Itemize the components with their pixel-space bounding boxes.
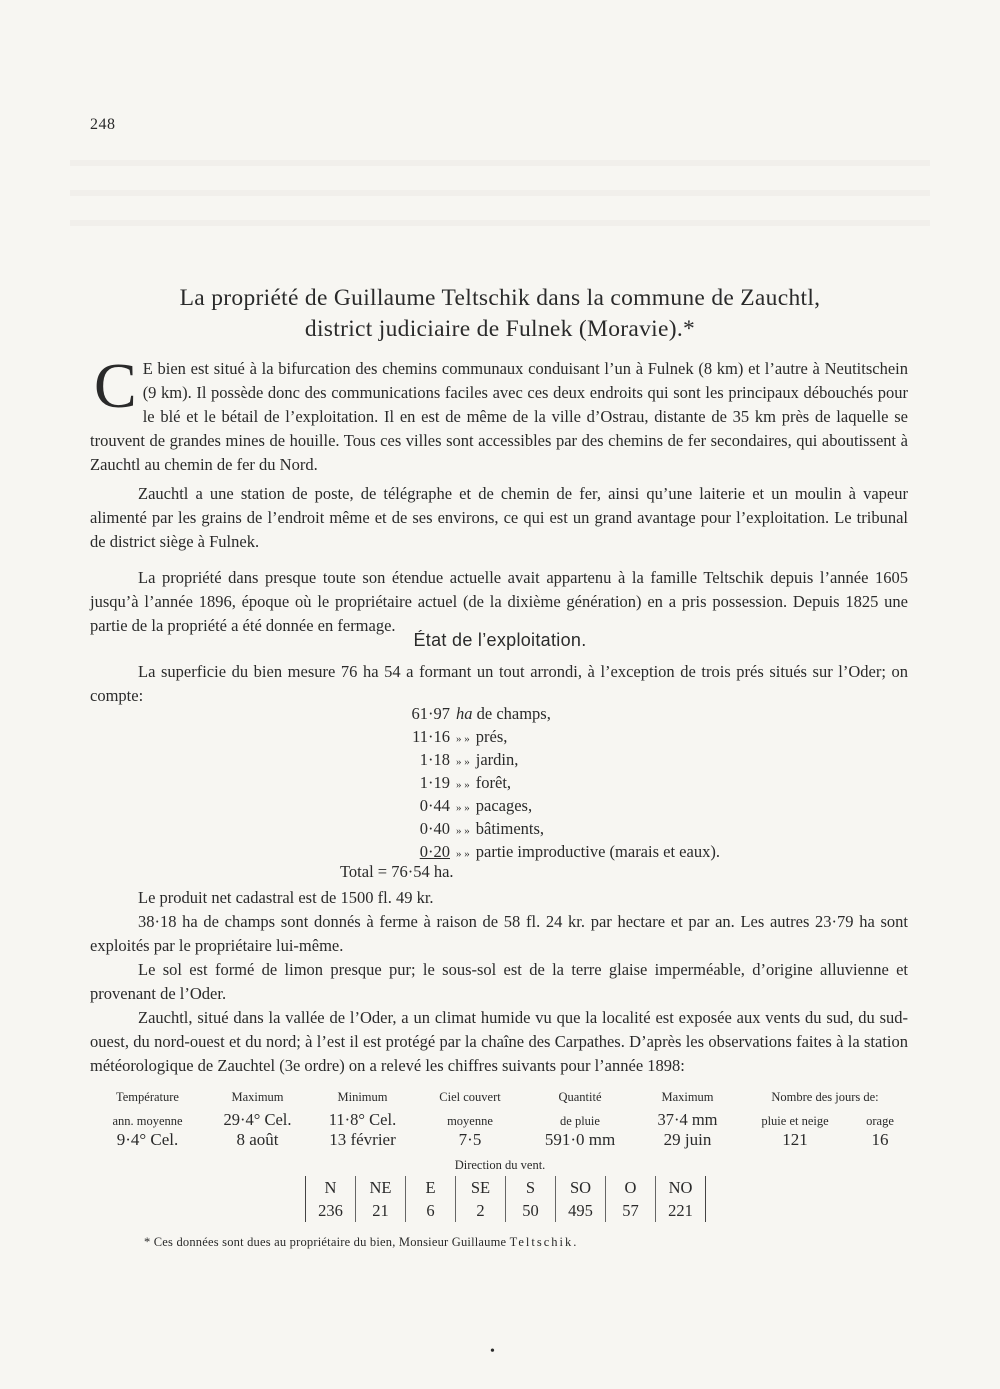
wind-column (506, 1176, 556, 1222)
list-item (360, 702, 720, 725)
landuse-value: 0·40 (419, 819, 450, 838)
paragraph-climate: Zauchtl, situé dans la vallée de l’Oder, a un climat humide vu que la localité est exposée aux vents du sud, du sud-ouest, du nord-ouest et du nord; à l’est il est protégé par la chaîne des Carpathes. D’après les observations faites à la station météorologique de Zauchtel (3e ordre) on a relevé les chiffres suivants pour l’année 1898: (90, 1008, 908, 1075)
paragraph-lease: 38·18 ha de champs sont donnés à ferme à raison de 58 fl. 24 kr. par hectare et par an. Les autres 23·79 ha sont exploités par le propriétaire lui-même. (90, 912, 908, 955)
weather-header: pluie et neige (761, 1114, 829, 1128)
intro-text: E bien est situé à la bifurcation des chemins communaux conduisant l’un à Fulnek (8 km) et l’autre à Neutitschein (9 km). Il possède donc des communications faciles avec ces deux endroits qui sont les principaux débouchés pour le blé et le bétail de l’exploitation. Il en est de même de la ville d’Ostrau, distante de 35 km près de laquelle se trouvent de grandes mines de houille. Tous ces villes sont accessibles par des chemins de fer secondaires, qui aboutissent à Zauchtl au chemin de fer du Nord. (90, 359, 908, 474)
landuse-label: prés, (475, 727, 508, 746)
wind-count: 221 (668, 1201, 693, 1220)
weather-header-row-2 (90, 1110, 910, 1130)
weather-header: Nombre des jours de: (771, 1090, 879, 1104)
wind-direction: SO (569, 1178, 592, 1197)
paragraph-soil: Le sol est formé de limon presque pur; le sous-sol est de la terre glaise imperméable, d’origine alluvienne et provenant de l’Oder. (90, 960, 908, 1003)
footnote-name: Teltschik. (509, 1235, 579, 1249)
weather-value: 9·4° Cel. (116, 1130, 179, 1149)
ditto-mark: » » (456, 825, 470, 837)
weather-header: Ciel couvert (439, 1090, 501, 1104)
weather-values-row (90, 1130, 910, 1154)
ditto-mark: » » (456, 802, 470, 814)
wind-column (456, 1176, 506, 1222)
weather-header: Quantité (558, 1090, 602, 1104)
weather-header: de pluie (560, 1114, 600, 1128)
wind-direction: O (624, 1178, 637, 1197)
weather-value: 16 (871, 1130, 889, 1149)
wind-count: 21 (372, 1201, 389, 1220)
landuse-value: 1·19 (419, 773, 450, 792)
wind-column (306, 1176, 356, 1222)
landuse-label: bâtiments, (475, 819, 545, 838)
landuse-label: forêt, (475, 773, 512, 792)
wind-direction: NE (369, 1178, 392, 1197)
landuse-value: 11·16 (412, 727, 450, 746)
weather-header: ann. moyenne (112, 1114, 183, 1128)
weather-value: 13 février (329, 1130, 396, 1149)
wind-direction: S (525, 1178, 536, 1197)
wind-count: 236 (318, 1201, 343, 1220)
ditto-mark: » » (456, 779, 470, 791)
weather-header: orage (866, 1114, 894, 1128)
ditto-mark: » » (456, 756, 470, 768)
list-item (360, 771, 720, 794)
wind-count: 57 (622, 1201, 639, 1220)
weather-value: 7·5 (458, 1130, 482, 1149)
landuse-label: partie improductive (marais et eaux). (475, 842, 720, 861)
list-item (360, 748, 720, 771)
list-item (360, 817, 720, 840)
weather-table (90, 1090, 910, 1154)
weather-header: Minimum (337, 1090, 388, 1104)
wind-direction: NO (668, 1178, 693, 1197)
landuse-value: 0·44 (419, 796, 450, 815)
landuse-label: pacages, (475, 796, 533, 815)
landuse-unit: ha (456, 704, 473, 723)
footnote (144, 1235, 578, 1250)
list-item (360, 725, 720, 748)
landuse-value: 61·97 (411, 704, 450, 723)
landuse-value: 0·20 (419, 842, 450, 861)
paragraph-surface: La superficie du bien mesure 76 ha 54 a formant un tout arrondi, à l’exception de trois prés situés sur l’Oder; on compte: (90, 662, 908, 705)
paragraph-cadastral: Le produit net cadastral est de 1500 fl. 49 kr. (138, 888, 434, 907)
page-number: 248 (90, 116, 116, 133)
wind-column (606, 1176, 656, 1222)
title-line-1: La propriété de Guillaume Teltschik dans la commune de Zauchtl, (179, 285, 821, 311)
landuse-list (360, 702, 720, 863)
wind-direction: SE (470, 1178, 491, 1197)
wind-caption: Direction du vent. (454, 1158, 546, 1172)
paragraph-history: La propriété dans presque toute son étendue actuelle avait appartenu à la famille Teltschik depuis l’année 1605 jusqu’à l’année 1896, époque où le propriétaire actuel (de la dixième génération) en a pris possession. Depuis 1825 une partie de la propriété a été donnée en fermage. (90, 568, 908, 635)
section-heading: État de l’exploitation. (413, 630, 587, 650)
landuse-label: jardin, (475, 750, 519, 769)
bottom-mark: • (490, 1344, 495, 1359)
weather-header: Température (116, 1090, 179, 1104)
bleed-through-line (70, 160, 930, 166)
bleed-through-line (70, 220, 930, 226)
list-item (360, 840, 720, 863)
weather-header: 11·8° Cel. (328, 1110, 397, 1129)
weather-header: 29·4° Cel. (223, 1110, 292, 1129)
wind-direction: N (324, 1178, 337, 1197)
drop-cap: C (94, 350, 137, 421)
wind-count: 6 (426, 1201, 435, 1220)
weather-value: 29 juin (663, 1130, 712, 1149)
wind-table (305, 1176, 706, 1222)
weather-header: moyenne (447, 1114, 493, 1128)
wind-count: 50 (522, 1201, 539, 1220)
list-item (360, 794, 720, 817)
wind-direction: E (425, 1178, 436, 1197)
weather-header-row-1 (90, 1090, 910, 1110)
weather-value: 121 (782, 1130, 808, 1149)
weather-value: 8 août (236, 1130, 279, 1149)
landuse-value: 1·18 (419, 750, 450, 769)
bleed-through-line (70, 190, 930, 196)
ditto-mark: » » (456, 848, 470, 860)
wind-column (656, 1176, 705, 1222)
weather-header: Maximum (661, 1090, 714, 1104)
wind-column (406, 1176, 456, 1222)
wind-column (356, 1176, 406, 1222)
wind-count: 2 (476, 1201, 485, 1220)
landuse-label: de champs, (476, 704, 551, 723)
footnote-text: * Ces données sont dues au propriétaire du bien, Monsieur Guillaume (144, 1235, 507, 1249)
weather-header: 37·4 mm (657, 1110, 718, 1129)
paragraph-station: Zauchtl a une station de poste, de télégraphe et de chemin de fer, ainsi qu’une laiterie et un moulin à vapeur alimenté par les grains de l’endroit même et de ses environs, ce qui est un grand avantage pour l’exploitation. Le tribunal de district siège à Fulnek. (90, 484, 908, 551)
landuse-total: Total = 76·54 ha. (340, 862, 454, 881)
wind-column (556, 1176, 606, 1222)
title-line-2: district judiciaire de Fulnek (Moravie).* (304, 316, 696, 342)
intro-paragraph (90, 350, 908, 477)
page-title (90, 283, 910, 345)
weather-header: Maximum (231, 1090, 284, 1104)
weather-value: 591·0 mm (544, 1130, 616, 1149)
wind-count: 495 (568, 1201, 593, 1220)
ditto-mark: » » (456, 733, 470, 745)
